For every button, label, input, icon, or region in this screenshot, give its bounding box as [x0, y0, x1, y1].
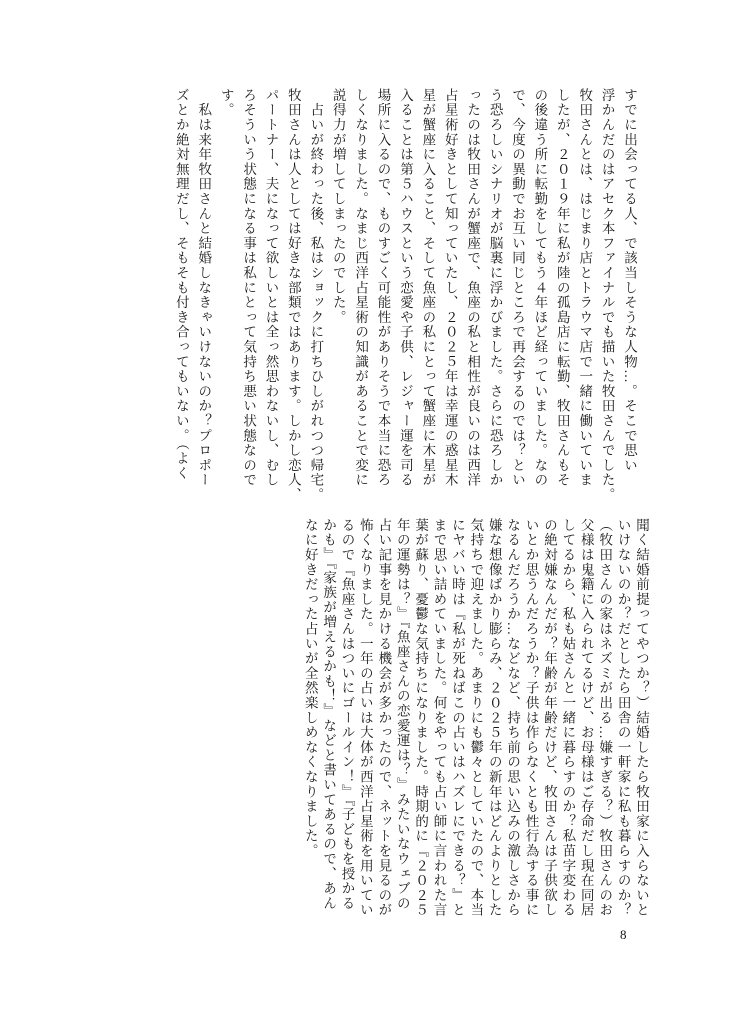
text-line: 浮かんだのはアセク本ファイナルでも描いた牧田さんでした。 [599, 88, 615, 503]
text-line: 葉が蘇り、憂鬱な気持ちになりました。時期的に『２０２５ [413, 518, 429, 918]
text-line: いとか思うんだろうか？子供は作らなくとも性行為する事に [523, 518, 539, 918]
text-line: 説得力が増してしまったのでした。 [330, 88, 346, 325]
text-line: 聞く結婚前提ってやつか？）結婚したら牧田家に入らないと [634, 518, 649, 918]
text-line: 年の運勢は？』『魚座さんの恋愛運は？』みたいなウェブの [394, 518, 410, 911]
text-line: 牧田さんは人としては好きな部類ではあります。しかし恋人、 [285, 88, 301, 503]
text-line: 嫌な想像ばかり膨らみ、２０２５年の新年はどんよりとした [486, 518, 502, 918]
text-line: ズとか絶対無理だし、そもそも付き合ってもいない。（よく [173, 88, 189, 481]
text-line: 牧田さんとは、はじまり店とトラウマ店で一緒に働いていま [577, 88, 593, 488]
text-line: るので『魚座さんはついにゴールイン！』『子どもを授かる [339, 518, 355, 911]
text-line: （牧田さんの家はネズミが出る…嫌すぎる？）牧田さんのお [597, 518, 613, 918]
text-line: なに好きだった占いが全然楽しめなくなりました。 [302, 518, 318, 859]
text-line: 私は来年牧田さんと結婚しなきゃいけないのか？プロポー [196, 88, 212, 488]
text-line: 占星術好きとして知っていたし、２０２５年は幸運の惑星木 [442, 88, 458, 488]
text-line: 気持ちで迎えました。あまりにも鬱々としていたので、本当 [468, 518, 484, 918]
text-line: ったのは牧田さんが蟹座で、魚座の私と相性が良いのは西洋 [465, 88, 481, 488]
text-line: 占い記事を見かける機会が多かったので、ネットを見るのが [376, 518, 392, 918]
text-line: 場所に入るので、ものすごく可能性がありそうで本当に恐ろ [375, 88, 391, 488]
text-line: にヤバい時は『私が死ねばこの占いはハズレにできる？』と [449, 518, 465, 918]
text-line: 星が蟹座に入ること、そして魚座の私にとって蟹座に木星が [420, 88, 436, 488]
text-line: 父様は鬼籍に入られてるけど、お母様はご存命だし現在同居 [578, 518, 594, 918]
text-line: ろそういう状態になる事は私にとって気持ち悪い状態なので [241, 88, 257, 488]
text-line: 占いが終わった後、私はショックに打ちひしがれつつ帰宅。 [308, 88, 324, 503]
text-line: いけないのか？だとしたら田舎の一軒家に私も暮らすのか？ [615, 518, 631, 918]
text-line: してるから、私も姑さんと一緒に暮らすのか？私苗字変わる [560, 518, 576, 918]
text-line: の後違う所に転勤をしてもう４年ほど経っていました。なの [532, 88, 548, 488]
text-block-top [169, 88, 640, 522]
text-line: で、今度の異動でお互い同じところで再会するのでは？とい [509, 88, 525, 488]
text-line: 入ることは第５ハウスという恋愛や子供、レジャー運を司る [397, 88, 413, 488]
text-line: すでに出会ってる人、で該当しそうな人物…。そこで思い [622, 88, 637, 473]
text-line: まで思い詰めていました。何をやっても占い師に言われた言 [431, 518, 447, 918]
text-line: の絶対嫌なんだが？年齢が年齢だけど、牧田さんは子供欲し [541, 518, 557, 918]
text-line: しくなりました。なまじ西洋占星術の知識があることで変に [353, 88, 369, 488]
text-block-bottom [300, 518, 650, 952]
text-line: す。 [218, 88, 234, 118]
text-line: したが、２０１９年に私が陸の孤島店に転勤、牧田さんもそ [554, 88, 570, 488]
page-number: 8 [620, 927, 627, 942]
text-line: 怖くなりました。一年の占いは大体が西洋占星術を用いてい [357, 518, 373, 918]
text-line: パートナー、夫になって欲しいとは全っ然思わないし、むし [263, 88, 279, 488]
text-line: かも』『家族が増えるかも！』などと書いてあるので、あん [321, 518, 337, 911]
text-line: う恐ろしいシナリオが脳裏に浮かびました。さらに恐ろしか [487, 88, 503, 488]
text-line: なるんだろうか…などなど、持ち前の思い込みの激しさから [505, 518, 521, 918]
